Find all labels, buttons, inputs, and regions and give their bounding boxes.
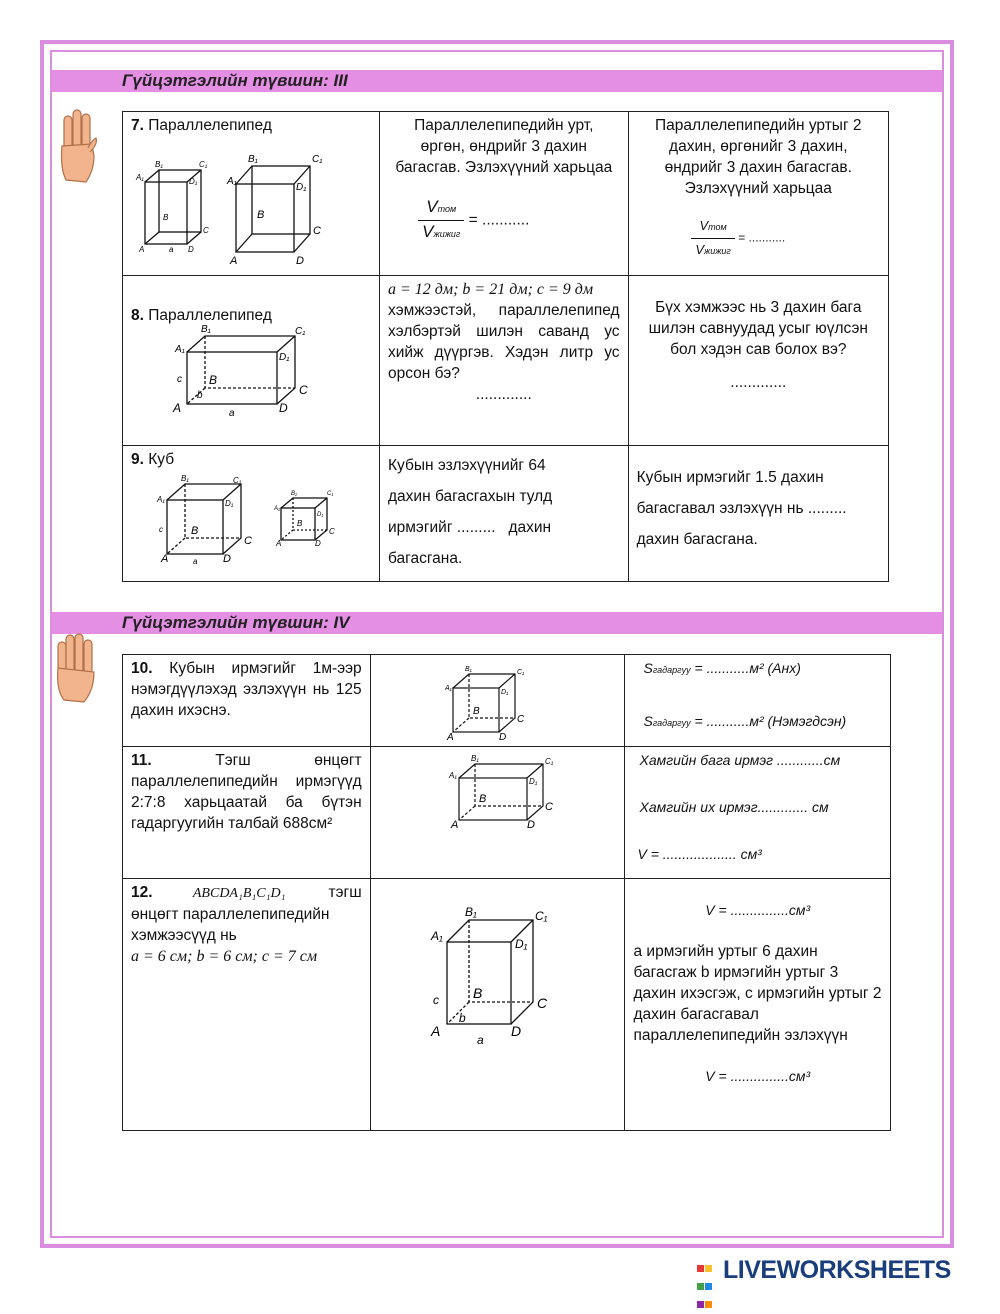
level4-header bbox=[52, 612, 942, 634]
task10-s-sub: гадаргуу bbox=[652, 665, 691, 675]
svg-text:B: B bbox=[472, 706, 480, 717]
svg-text:C: C bbox=[203, 226, 209, 235]
svg-text:A: A bbox=[230, 255, 238, 267]
task7-vsmall: V bbox=[422, 222, 434, 241]
task12-answer-cell bbox=[625, 879, 891, 1131]
svg-text:C: C bbox=[329, 527, 335, 536]
svg-text:B: B bbox=[163, 213, 169, 222]
svg-text:C₁: C₁ bbox=[233, 476, 242, 485]
task7-vbig-2: V bbox=[699, 218, 709, 233]
svg-text:a: a bbox=[476, 1033, 484, 1047]
task11-line3[interactable]: V = ................... см³ bbox=[637, 846, 762, 862]
task7-vbig: V bbox=[426, 197, 438, 216]
task10-text: Кубын ирмэгийг 1м-ээр нэмэгдүүлэхэд эзлэхүүн нь 125 дахин ихэснэ. bbox=[131, 660, 362, 719]
task8-right-text: Бүх хэмжээс нь 3 дахин бага шилэн савнуудад усыг юүлсэн бол хэдэн сав болох вэ? bbox=[648, 299, 868, 358]
svg-text:D: D bbox=[296, 255, 304, 267]
task7-name: Параллелепипед bbox=[148, 117, 272, 134]
task8-box-icon bbox=[171, 324, 371, 419]
svg-text:B₁: B₁ bbox=[464, 905, 477, 919]
task7-ratio-2 bbox=[597, 215, 880, 262]
task7-ratio-1 bbox=[328, 196, 620, 245]
task11-box-icon bbox=[445, 752, 585, 832]
task12-text-cell bbox=[123, 879, 371, 1131]
level4-table bbox=[122, 654, 891, 1131]
task11-answer-cell bbox=[625, 747, 891, 879]
liveworksheets-logo-icon bbox=[697, 1260, 719, 1314]
task9-mid-line4: багасгана. bbox=[388, 550, 463, 567]
svg-text:A₁: A₁ bbox=[448, 771, 457, 780]
task9-right-line1: Кубын ирмэгийг 1.5 дахин bbox=[636, 469, 824, 486]
task8-right-answer[interactable]: ............. bbox=[730, 374, 787, 391]
task7-vbig-sub-2: том bbox=[708, 222, 727, 232]
svg-text:C₁: C₁ bbox=[544, 757, 553, 766]
svg-text:D₁: D₁ bbox=[279, 352, 290, 363]
task10-answer-1[interactable] bbox=[643, 658, 882, 681]
task8-name: Параллелепипед bbox=[148, 307, 272, 324]
task9-figure-cell bbox=[123, 446, 380, 582]
svg-text:D: D bbox=[526, 819, 535, 831]
svg-text:B₁: B₁ bbox=[248, 154, 258, 165]
svg-text:D₁: D₁ bbox=[225, 499, 234, 508]
task12-right-text: a ирмэгийн уртыг 6 дахин багасгаж b ирмэгийн уртыг 3 дахин ихэсгэж, c ирмэгийн уртыг 2 дахин багасгавал параллелепипедийн эзлэхүүн bbox=[633, 943, 882, 1044]
task9-right-line2[interactable]: багасгавал эзлэхүүн нь ......... bbox=[636, 500, 847, 517]
task10-answer-2[interactable] bbox=[643, 711, 882, 734]
svg-text:D: D bbox=[279, 401, 288, 415]
svg-text:D: D bbox=[510, 1023, 521, 1039]
svg-text:B₁: B₁ bbox=[155, 160, 163, 169]
svg-text:b: b bbox=[197, 390, 203, 401]
svg-text:A: A bbox=[161, 553, 169, 565]
svg-text:A: A bbox=[430, 1023, 440, 1039]
task9-number: 9. bbox=[131, 451, 144, 468]
svg-text:B₁: B₁ bbox=[464, 666, 472, 673]
task12-number: 12. bbox=[131, 884, 153, 901]
task11-figure-cell bbox=[370, 747, 625, 879]
task11-number: 11. bbox=[131, 752, 152, 769]
svg-text:B₁: B₁ bbox=[181, 474, 189, 483]
svg-text:C: C bbox=[516, 714, 524, 725]
svg-text:A₁: A₁ bbox=[444, 685, 452, 692]
svg-text:B₁: B₁ bbox=[291, 491, 297, 497]
task8-middle-cell bbox=[380, 276, 629, 446]
svg-text:A: A bbox=[276, 539, 282, 548]
svg-text:B: B bbox=[257, 209, 265, 221]
task7-figure-cell bbox=[123, 112, 380, 276]
task9-right-line3: дахин багасгана. bbox=[636, 531, 758, 548]
svg-text:C₁: C₁ bbox=[534, 909, 548, 923]
svg-text:D: D bbox=[223, 553, 231, 565]
task12-text-tail: тэгш bbox=[328, 884, 362, 901]
task10-s-label: S bbox=[643, 660, 653, 676]
task8-mid-text: хэмжээстэй, параллелепипед хэлбэртэй шилэн саванд ус хийж дүүргэв. Хэдэн литр ус орсон бэ? bbox=[388, 302, 620, 382]
task12-abcd: ABCDA₁B₁C₁D₁ bbox=[192, 886, 286, 901]
svg-text:D: D bbox=[188, 245, 194, 254]
svg-text:D₁: D₁ bbox=[500, 689, 508, 696]
svg-text:a: a bbox=[193, 557, 198, 566]
level3-table bbox=[122, 111, 889, 582]
task8-right-cell bbox=[628, 276, 888, 446]
svg-text:B₁: B₁ bbox=[201, 324, 211, 335]
task10-text-cell bbox=[123, 655, 371, 747]
svg-text:A₁: A₁ bbox=[136, 173, 144, 182]
task8-mid-answer[interactable]: ............. bbox=[475, 386, 532, 403]
task12-box-icon bbox=[425, 902, 575, 1047]
task7-boxes-icon bbox=[131, 140, 361, 267]
task12-figure-cell bbox=[370, 879, 625, 1131]
task9-right-cell bbox=[628, 446, 888, 582]
task9-mid-line3[interactable]: ирмэгийг ......... дахин bbox=[388, 519, 552, 536]
svg-text:D: D bbox=[315, 539, 321, 548]
task8-figure-cell bbox=[123, 276, 380, 446]
task9-mid-line2: дахин багасгахын тулд bbox=[388, 488, 553, 505]
svg-text:b: b bbox=[458, 1011, 466, 1025]
svg-text:A₁: A₁ bbox=[175, 344, 185, 355]
task10-line2: = ...........м² (Нэмэгдсэн) bbox=[694, 713, 847, 729]
svg-text:D: D bbox=[498, 732, 506, 743]
svg-text:A: A bbox=[139, 245, 145, 254]
svg-text:C: C bbox=[536, 995, 547, 1011]
task10-line1: = ...........м² (Анх) bbox=[694, 660, 801, 676]
svg-text:c: c bbox=[177, 374, 182, 385]
svg-text:C₁: C₁ bbox=[312, 154, 323, 165]
task10-answer-cell bbox=[625, 655, 891, 747]
svg-text:A: A bbox=[173, 401, 182, 415]
svg-text:C₁: C₁ bbox=[295, 326, 306, 337]
task-row-10 bbox=[123, 655, 891, 747]
svg-text:B: B bbox=[209, 373, 218, 387]
svg-text:C: C bbox=[299, 383, 308, 397]
task11-text: Тэгш өнцөгт параллелепипедийн ирмэгүүд 2:7:8 харьцаатай ба бүтэн гадаргуугийн талбай 688см² bbox=[131, 752, 362, 832]
task7-vbig-sub: том bbox=[437, 204, 457, 214]
svg-text:D₁: D₁ bbox=[514, 937, 528, 951]
level3-header bbox=[52, 70, 942, 92]
svg-text:B₁: B₁ bbox=[470, 754, 479, 763]
svg-text:A₁: A₁ bbox=[274, 506, 280, 512]
task7-vsmall-sub: жижиг bbox=[433, 229, 461, 239]
task-row-7 bbox=[123, 112, 889, 276]
task9-cubes-icon bbox=[131, 474, 361, 566]
task-row-9 bbox=[123, 446, 889, 582]
task9-name: Куб bbox=[148, 451, 175, 468]
svg-text:c: c bbox=[159, 525, 163, 534]
task11-text-cell bbox=[123, 747, 371, 879]
task10-s-sub-2: гадаргуу bbox=[652, 718, 691, 728]
task-row-12 bbox=[123, 879, 891, 1131]
task7-middle-cell bbox=[380, 112, 629, 276]
task12-v-line2[interactable]: V = ...............см³ bbox=[705, 1068, 811, 1084]
svg-text:A₁: A₁ bbox=[157, 495, 165, 504]
task-row-11 bbox=[123, 747, 891, 879]
svg-text:A: A bbox=[446, 732, 454, 743]
svg-text:c: c bbox=[432, 993, 439, 1007]
task7-right-text: Параллелепипедийн уртыг 2 дахин, өргөнийг 3 дахин, өндрийг 3 дахин багасгав. Эзлэхүүний харьцаа bbox=[655, 117, 862, 197]
svg-text:a: a bbox=[229, 408, 235, 419]
level4-title: Гүйцэтгэлийн түвшин: IV bbox=[122, 613, 350, 632]
level3-title: Гүйцэтгэлийн түвшин: III bbox=[122, 71, 348, 90]
svg-text:B: B bbox=[191, 525, 199, 537]
svg-text:B: B bbox=[297, 519, 303, 528]
svg-text:D₁: D₁ bbox=[317, 512, 324, 518]
svg-text:C: C bbox=[313, 225, 321, 237]
task11-line2[interactable]: Хамгийн их ирмэг............. см bbox=[639, 799, 829, 815]
svg-text:C: C bbox=[544, 801, 553, 813]
svg-text:A₁: A₁ bbox=[227, 176, 237, 187]
hand-three-fingers-icon bbox=[56, 108, 100, 190]
task12-text: өнцөгт параллелепипедийн хэмжээсүүд нь bbox=[131, 906, 330, 944]
svg-text:A: A bbox=[450, 819, 458, 831]
liveworksheets-logo-text: LIVEWORKSHEETS bbox=[723, 1256, 951, 1284]
task7-mid-text: Параллелепипедийн урт, өргөн, өндрийг 3 дахин багасгав. Эзлэхүүний харьцаа bbox=[395, 117, 613, 176]
svg-text:C₁: C₁ bbox=[199, 160, 208, 169]
task12-formula: a = 6 см; b = 6 см; c = 7 см bbox=[131, 948, 318, 965]
svg-text:C: C bbox=[244, 535, 252, 547]
task9-mid-line1: Кубын эзлэхүүнийг 64 bbox=[388, 457, 546, 474]
task9-middle-cell bbox=[380, 446, 629, 582]
task10-number: 10. bbox=[131, 660, 153, 677]
svg-text:A₁: A₁ bbox=[430, 929, 443, 943]
task7-right-cell bbox=[628, 112, 888, 276]
task8-number: 8. bbox=[131, 307, 144, 324]
svg-text:C₁: C₁ bbox=[516, 669, 524, 676]
task12-v-line1[interactable]: V = ...............см³ bbox=[705, 902, 811, 918]
svg-text:D₁: D₁ bbox=[528, 777, 537, 786]
task7-vsmall-sub-2: жижиг bbox=[704, 246, 731, 256]
task7-number: 7. bbox=[131, 117, 144, 134]
task10-figure-cell bbox=[370, 655, 625, 747]
svg-text:a: a bbox=[169, 245, 174, 254]
task7-ratio-2-answer[interactable]: = ........... bbox=[738, 230, 786, 245]
task7-vsmall-2: V bbox=[695, 242, 705, 257]
svg-text:C₁: C₁ bbox=[327, 491, 334, 497]
task10-s-label-2: S bbox=[643, 713, 653, 729]
task11-line1[interactable]: Хамгийн бага ирмэг ............см bbox=[639, 752, 841, 768]
svg-text:B: B bbox=[478, 793, 486, 805]
hand-four-fingers-icon bbox=[54, 632, 100, 708]
task8-formula: a = 12 дм; b = 21 дм; c = 9 дм bbox=[388, 281, 594, 298]
svg-text:B: B bbox=[472, 985, 482, 1001]
liveworksheets-logo bbox=[697, 1256, 995, 1286]
svg-text:D₁: D₁ bbox=[296, 182, 307, 193]
svg-text:D₁: D₁ bbox=[189, 177, 198, 186]
task7-ratio-1-answer[interactable]: = ........... bbox=[468, 211, 530, 229]
task10-cube-icon bbox=[441, 658, 561, 743]
task-row-8 bbox=[123, 276, 889, 446]
